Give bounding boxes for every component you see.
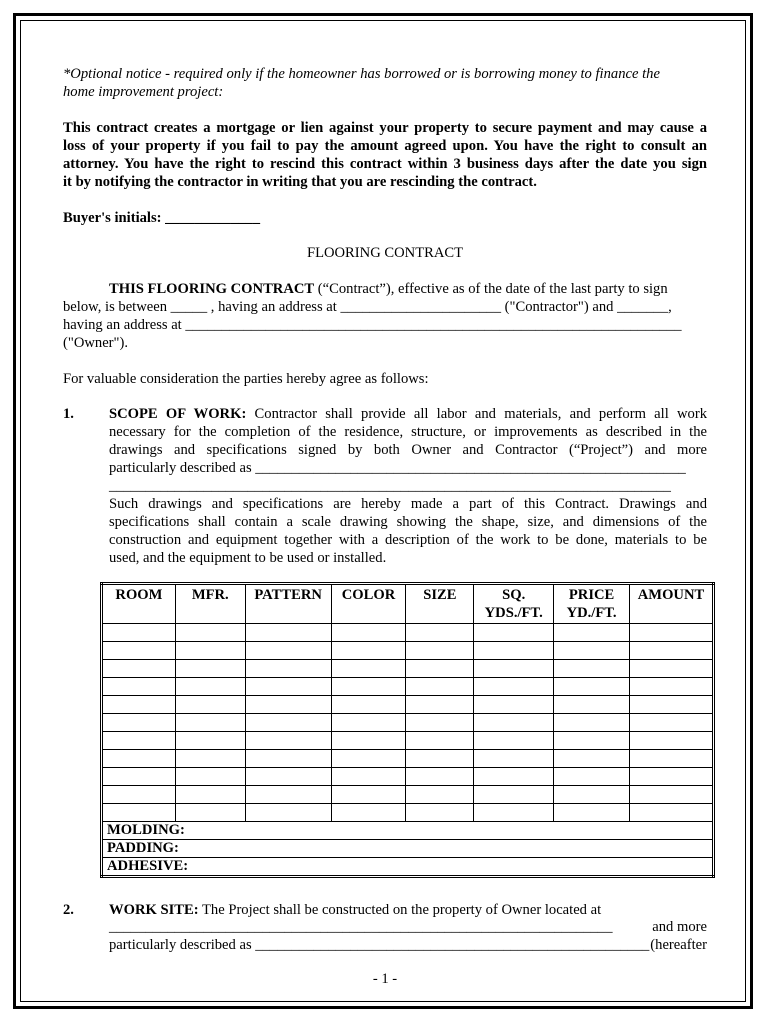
section1-para-line: Such drawings and specifications are hereby made a part of this Contract. Drawings and	[109, 496, 707, 512]
table-cell[interactable]	[406, 660, 474, 678]
table-row[interactable]	[102, 714, 714, 732]
table-cell[interactable]	[245, 804, 331, 822]
table-cell[interactable]	[102, 732, 176, 750]
table-cell[interactable]	[630, 624, 714, 642]
table-cell[interactable]	[245, 750, 331, 768]
table-cell[interactable]	[175, 768, 245, 786]
table-cell[interactable]	[554, 732, 630, 750]
table-row[interactable]	[102, 696, 714, 714]
table-row[interactable]	[102, 786, 714, 804]
table-cell[interactable]	[331, 804, 406, 822]
table-cell[interactable]	[102, 642, 176, 660]
table-cell[interactable]	[245, 642, 331, 660]
table-cell[interactable]	[474, 786, 554, 804]
table-cell[interactable]	[102, 678, 176, 696]
table-row[interactable]	[102, 660, 714, 678]
table-cell[interactable]	[474, 768, 554, 786]
section1-description-field-2[interactable]: _____________________________________________________________________________	[109, 478, 671, 494]
table-row[interactable]	[102, 768, 714, 786]
table-cell[interactable]	[175, 732, 245, 750]
table-cell[interactable]	[554, 750, 630, 768]
table-cell[interactable]	[630, 642, 714, 660]
table-row[interactable]	[102, 750, 714, 768]
table-cell[interactable]	[474, 660, 554, 678]
table-cell[interactable]	[175, 714, 245, 732]
table-cell[interactable]	[554, 624, 630, 642]
table-cell[interactable]	[102, 786, 176, 804]
table-cell[interactable]	[175, 786, 245, 804]
table-cell[interactable]	[630, 696, 714, 714]
table-cell[interactable]	[630, 804, 714, 822]
consideration-text: For valuable consideration the parties hereby agree as follows:	[63, 371, 429, 387]
section1-para-line: construction and equipment together with a description of the work to be done, materials to be	[109, 532, 707, 548]
col-header-mfr: MFR.	[175, 584, 245, 624]
table-cell[interactable]	[630, 768, 714, 786]
table-cell[interactable]	[245, 660, 331, 678]
table-header-row	[102, 584, 714, 624]
section1-line1	[109, 406, 707, 424]
intro-line3[interactable]: having an address at ____________________________________________________________________	[63, 317, 682, 333]
table-cell[interactable]	[245, 624, 331, 642]
table-cell[interactable]	[102, 714, 176, 732]
section2-heading: WORK SITE:	[109, 902, 199, 918]
optional-notice-line1: *Optional notice - required only if the homeowner has borrowed or is borrowing money to finance the	[63, 66, 660, 82]
table-cell[interactable]	[554, 786, 630, 804]
table-cell[interactable]	[331, 660, 406, 678]
section2-number: 2.	[63, 902, 74, 918]
col-header-pattern: PATTERN	[245, 584, 331, 624]
table-cell[interactable]	[474, 804, 554, 822]
table-cell[interactable]	[175, 678, 245, 696]
table-cell[interactable]	[406, 750, 474, 768]
col-header-size: SIZE	[406, 584, 474, 624]
adhesive-field[interactable]: ADHESIVE:	[102, 858, 714, 877]
table-cell[interactable]	[331, 768, 406, 786]
table-cell[interactable]	[630, 714, 714, 732]
table-cell[interactable]	[331, 714, 406, 732]
table-cell[interactable]	[175, 624, 245, 642]
table-cell[interactable]	[406, 678, 474, 696]
intro-line4: ("Owner").	[63, 335, 128, 351]
table-cell[interactable]	[630, 660, 714, 678]
table-cell[interactable]	[554, 714, 630, 732]
table-cell[interactable]	[406, 786, 474, 804]
table-cell[interactable]	[554, 768, 630, 786]
table-cell[interactable]	[406, 714, 474, 732]
table-cell[interactable]	[245, 786, 331, 804]
table-cell[interactable]	[175, 804, 245, 822]
work-site-address-field[interactable]: _____________________________________________________________________	[109, 919, 613, 935]
table-cell[interactable]	[331, 678, 406, 696]
table-cell[interactable]	[474, 642, 554, 660]
table-cell[interactable]	[175, 660, 245, 678]
table-cell[interactable]	[406, 804, 474, 822]
document-title: FLOORING CONTRACT	[306, 245, 464, 261]
table-cell[interactable]	[630, 750, 714, 768]
table-cell[interactable]	[474, 624, 554, 642]
table-cell[interactable]	[331, 732, 406, 750]
table-cell[interactable]	[630, 732, 714, 750]
warning-line: attorney. You have the right to rescind this contract within 3 business days after the date you sign	[63, 156, 707, 172]
table-row[interactable]	[102, 732, 714, 750]
section1-line3: drawings and specifications signed by both Owner and Contractor (“Project”) and more	[109, 442, 707, 458]
col-header-color: COLOR	[331, 584, 406, 624]
flooring-materials-table	[100, 582, 715, 878]
table-cell[interactable]	[102, 696, 176, 714]
col-header-sq-yds-ft: SQ. YDS./FT.	[474, 584, 554, 624]
table-row[interactable]	[102, 678, 714, 696]
table-cell[interactable]	[331, 696, 406, 714]
table-row[interactable]	[102, 642, 714, 660]
intro-bold-lead: THIS FLOORING CONTRACT	[109, 281, 315, 297]
table-cell[interactable]	[102, 750, 176, 768]
section1-para-line: specifications shall contain a scale drawing showing the shape, size, and dimensions of the	[109, 514, 707, 530]
table-row[interactable]	[102, 804, 714, 822]
page-number: - 1 -	[372, 971, 398, 987]
table-cell[interactable]	[102, 804, 176, 822]
table-row[interactable]	[102, 624, 714, 642]
table-cell[interactable]	[102, 768, 176, 786]
section1-para-line: used, and the equipment to be used or installed.	[109, 550, 387, 566]
padding-field[interactable]: PADDING:	[102, 840, 714, 858]
table-cell[interactable]	[474, 732, 554, 750]
section2-line2-tail: and more	[652, 919, 707, 935]
section1-line1-rest: Contractor shall provide all labor and materials, and perform all work	[246, 406, 707, 422]
intro-line1-rest: (“Contract”), effective as of the date of the last party to sign	[314, 281, 668, 297]
table-cell[interactable]	[474, 678, 554, 696]
table-cell[interactable]	[406, 624, 474, 642]
section1-number: 1.	[63, 406, 74, 422]
table-cell[interactable]	[630, 678, 714, 696]
table-body	[102, 624, 714, 822]
table-cell[interactable]	[245, 732, 331, 750]
table-row-molding[interactable]	[102, 822, 714, 840]
table-cell[interactable]	[245, 696, 331, 714]
table-cell[interactable]	[102, 624, 176, 642]
col-header-room: ROOM	[102, 584, 176, 624]
table-cell[interactable]	[406, 768, 474, 786]
table-row-adhesive[interactable]	[102, 858, 714, 877]
table-cell[interactable]	[331, 750, 406, 768]
table-cell[interactable]	[554, 660, 630, 678]
table-cell[interactable]	[474, 750, 554, 768]
table-cell[interactable]	[331, 642, 406, 660]
work-site-description-field[interactable]: particularly described as ______________________________________________________	[109, 937, 650, 953]
table-cell[interactable]	[331, 786, 406, 804]
table-cell[interactable]	[554, 804, 630, 822]
table-cell[interactable]	[245, 768, 331, 786]
optional-notice-line2: home improvement project:	[63, 84, 224, 100]
table-cell[interactable]	[245, 714, 331, 732]
table-cell[interactable]	[175, 696, 245, 714]
section2-line2	[109, 919, 707, 937]
table-cell[interactable]	[175, 750, 245, 768]
table-cell[interactable]	[474, 696, 554, 714]
section2-line1	[109, 902, 707, 920]
buyers-initials-field[interactable]: Buyer's initials: _____________	[63, 210, 261, 226]
intro-line1	[63, 281, 707, 299]
table-cell[interactable]	[406, 642, 474, 660]
col-header-amount: AMOUNT	[630, 584, 714, 624]
table-cell[interactable]	[102, 660, 176, 678]
col-header-price-yd-ft: PRICE YD./FT.	[554, 584, 630, 624]
table-cell[interactable]	[554, 696, 630, 714]
table-cell[interactable]	[554, 678, 630, 696]
molding-field[interactable]: MOLDING:	[102, 822, 714, 840]
warning-line: it by notifying the contractor in writing that you are rescinding the contract.	[63, 174, 537, 190]
table-cell[interactable]	[474, 714, 554, 732]
table-cell[interactable]	[554, 642, 630, 660]
table-cell[interactable]	[630, 786, 714, 804]
warning-line: This contract creates a mortgage or lien against your property to secure payment and may cause a	[63, 120, 707, 136]
section1-heading: SCOPE OF WORK:	[109, 406, 247, 422]
section2-line1-rest: The Project shall be constructed on the property of Owner located at	[198, 902, 602, 918]
intro-line2[interactable]: below, is between _____ , having an address at ______________________ ("Contractor") and _______,	[63, 299, 672, 315]
section2-line3-tail: (hereafter	[650, 937, 707, 953]
table-cell[interactable]	[331, 624, 406, 642]
section1-description-field[interactable]: particularly described as ___________________________________________________________	[109, 460, 686, 476]
table-cell[interactable]	[406, 696, 474, 714]
table-cell[interactable]	[245, 678, 331, 696]
table-cell[interactable]	[175, 642, 245, 660]
table-row-padding[interactable]	[102, 840, 714, 858]
section1-line2: necessary for the completion of the residence, structure, or improvements as described in the	[109, 424, 707, 440]
section2-line3	[109, 937, 707, 955]
warning-line: loss of your property if you fail to pay the amount agreed upon. You have the right to consult an	[63, 138, 707, 154]
table-cell[interactable]	[406, 732, 474, 750]
